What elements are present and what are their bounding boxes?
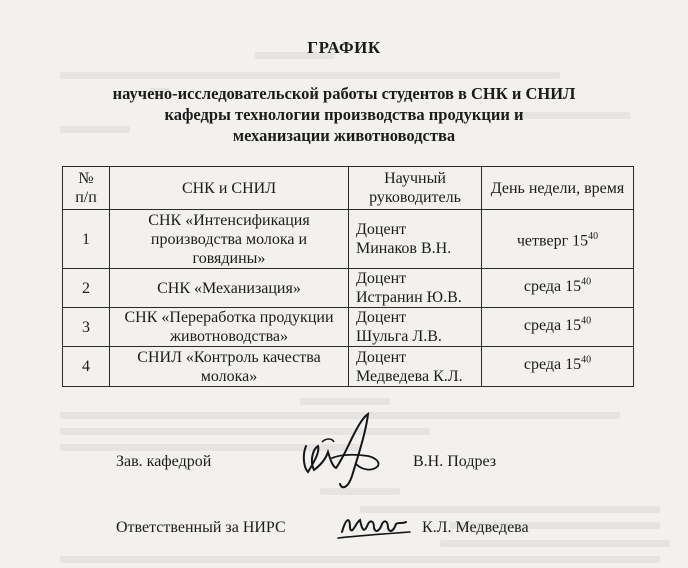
row-name-line: СНИЛ «Контроль качества: [137, 348, 321, 366]
row-day-minutes: 40: [581, 315, 592, 327]
row-leader: [349, 210, 482, 269]
row-number: 3: [63, 308, 110, 347]
row-leader-name: Минаков В.Н.: [356, 240, 452, 257]
row-name: [110, 210, 349, 269]
row-number: 1: [63, 210, 110, 269]
row-leader-name: Шульга Л.В.: [356, 328, 442, 345]
header-number-line-2: п/п: [75, 189, 97, 206]
header-number: [63, 167, 110, 210]
row-name-line: СНК «Переработка продукции: [124, 309, 334, 326]
row-day-hour: 15: [565, 316, 582, 334]
subtitle-line-2: кафедры технологии производства продукции и: [164, 105, 524, 124]
row-leader-title: Доцент: [356, 270, 407, 287]
table-row: [63, 210, 634, 269]
head-of-department-name: В.Н. Подрез: [413, 453, 497, 470]
table-row: [63, 269, 634, 308]
row-day-minutes: 40: [581, 354, 592, 366]
row-day-minutes: 40: [588, 231, 599, 243]
header-name: СНК и СНИЛ: [110, 167, 349, 210]
header-leader: [349, 167, 482, 210]
row-number: 4: [63, 347, 110, 387]
row-day: [482, 308, 634, 347]
row-leader-name: Медведева К.Л.: [356, 367, 463, 385]
header-number-line-1: №: [78, 170, 94, 187]
header-day: День недели, время: [482, 167, 634, 210]
row-leader: [349, 269, 482, 308]
row-leader-title: Доцент: [356, 221, 407, 238]
document-title: ГРАФИК: [307, 38, 381, 57]
responsible-name: К.Л. Медведева: [422, 519, 529, 536]
header-leader-line-2: руководитель: [369, 189, 461, 206]
header-leader-line-1: Научный: [384, 170, 446, 187]
row-leader-title: Доцент: [356, 309, 407, 326]
row-leader: [349, 347, 482, 387]
row-day: [482, 210, 634, 269]
row-day: [482, 347, 634, 387]
row-day-name: четверг: [516, 232, 569, 250]
row-name-line: СНК «Механизация»: [157, 279, 301, 297]
row-name: [110, 308, 349, 347]
row-day-hour: 15: [565, 356, 582, 374]
row-day: [482, 269, 634, 308]
schedule-table: [62, 166, 634, 387]
head-of-department-label: Зав. кафедрой: [116, 453, 212, 470]
responsible-signature-image: [336, 508, 416, 548]
table-row: [63, 347, 634, 387]
table-row: [63, 308, 634, 347]
subtitle-line-3: механизации животноводства: [232, 126, 456, 145]
head-signature-image: [292, 412, 388, 492]
row-leader-title: Доцент: [356, 348, 407, 366]
row-name-line: СНК «Интенсификация: [148, 211, 310, 229]
row-day-minutes: 40: [581, 276, 592, 288]
row-name: [110, 269, 349, 308]
row-leader-name: Истранин Ю.В.: [356, 289, 462, 306]
row-name-line: животноводства»: [169, 328, 289, 345]
responsible-label: Ответственный за НИРС: [116, 519, 286, 536]
row-name-line: молока»: [200, 367, 258, 385]
row-day-name: среда: [523, 356, 562, 374]
table-header-row: [63, 167, 634, 210]
row-day-name: среда: [523, 316, 562, 334]
row-day-hour: 15: [572, 232, 589, 250]
subtitle-line-1: научено-исследовательской работы студентов в СНК и СНИЛ: [112, 84, 576, 103]
row-day-hour: 15: [565, 277, 582, 295]
row-name-line: говядины»: [192, 249, 266, 267]
row-name-line: производства молока и: [150, 230, 308, 248]
row-day-name: среда: [523, 277, 562, 295]
row-leader: [349, 308, 482, 347]
row-number: 2: [63, 269, 110, 308]
row-name: [110, 347, 349, 387]
